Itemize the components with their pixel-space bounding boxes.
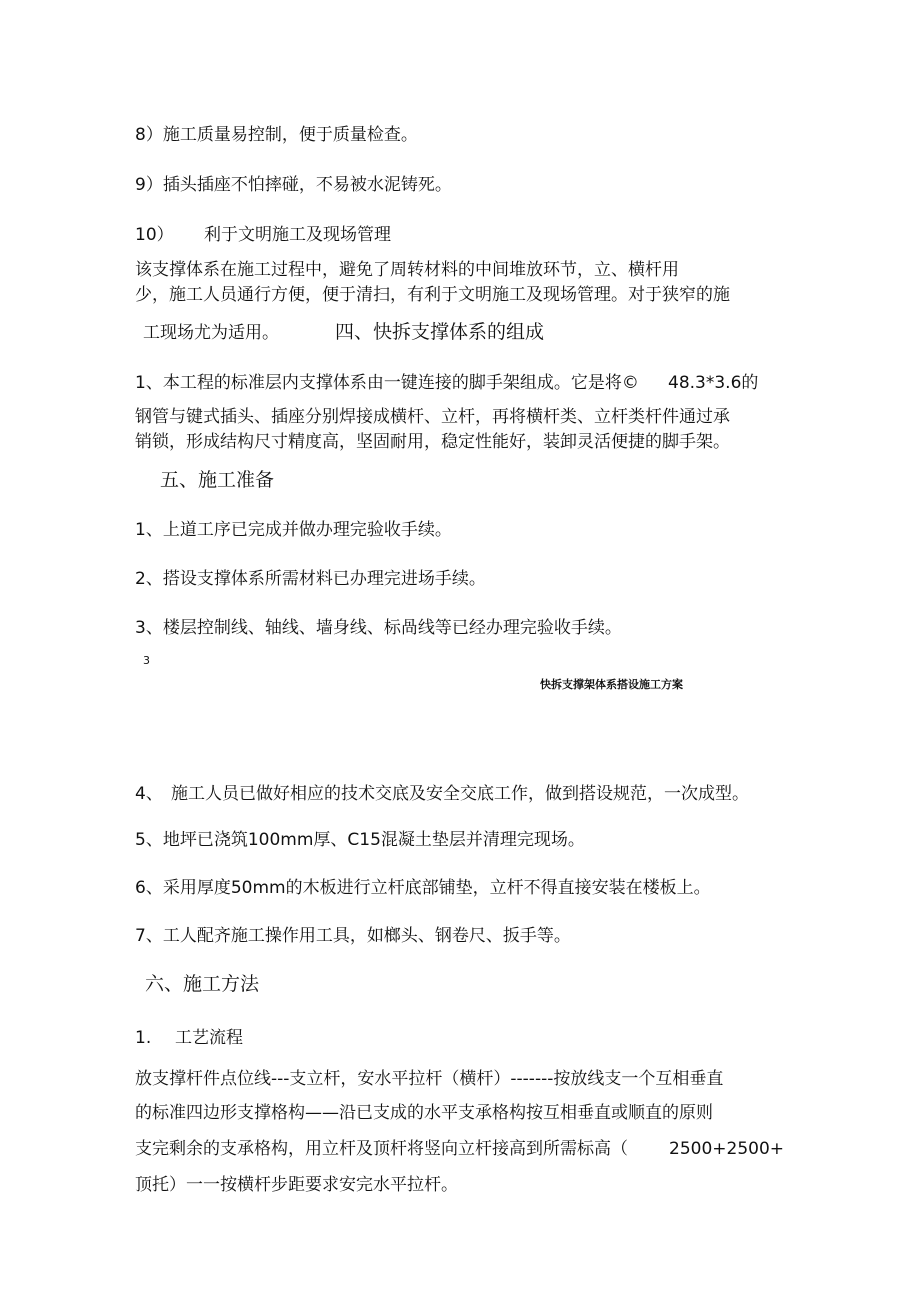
paragraph-line: 钢管与键式插头、插座分别焊接成横杆、立杆，再将横杆类、立杆类杆件通过承	[135, 407, 730, 427]
list-item-9: 9）插头插座不怕摔碰，不易被水泥铸死。	[135, 175, 452, 195]
list-item: 5、地坪已浇筑100mm厚、C15混凝土垫层并清理完现场。	[135, 830, 585, 850]
paragraph-line-part1: 支完剩余的支承格构，用立杆及顶杆将竖向立杆接高到所需标高（	[135, 1139, 628, 1159]
list-item-8: 8）施工质量易控制，便于质量检查。	[135, 125, 418, 145]
section-4-title: 四、快拆支撑体系的组成	[335, 321, 545, 343]
list-item: 7、工人配齐施工操作用工具，如榔头、钢卷尺、扳手等。	[135, 926, 571, 946]
section-6-title: 六、施工方法	[145, 973, 260, 995]
list-item: 6、采用厚度50mm的木板进行立杆底部铺垫，立杆不得直接安装在楼板上。	[135, 878, 711, 898]
subsection-number: 1.	[135, 1028, 152, 1048]
list-item: 1、上道工序已完成并做办理完验收手续。	[135, 520, 452, 540]
list-item-10-text: 利于文明施工及现场管理	[204, 225, 391, 245]
page-number: 3	[143, 654, 150, 667]
section-4-item-1-part1: 1、本工程的标准层内支撑体系由一键连接的脚手架组成。它是将©	[135, 373, 639, 393]
paragraph-line: 少，施工人员通行方便，便于清扫，有利于文明施工及现场管理。对于狭窄的施	[135, 285, 730, 305]
section-5-title: 五、施工准备	[160, 469, 275, 491]
paragraph-line: 放支撑杆件点位线---支立杆，安水平拉杆（横杆）-------按放线支一个互相垂直	[135, 1069, 724, 1089]
list-item: 3、楼层控制线、轴线、墙身线、标咼线等已经办理完验收手续。	[135, 618, 622, 638]
list-item-4-text: 施工人员已做好相应的技术交底及安全交底工作，做到搭设规范，一次成型。	[171, 784, 749, 804]
paragraph-line-end: 工现场尤为适用。	[143, 323, 279, 343]
paragraph-line: 的标准四边形支撑格构——沿已支成的水平支承格构按互相垂直或顺直的原则	[135, 1103, 713, 1123]
running-header: 快拆支撑架体系搭设施工方案	[540, 678, 683, 691]
list-item: 2、搭设支撑体系所需材料已办理完进场手续。	[135, 569, 486, 589]
subsection-title: 工艺流程	[175, 1028, 243, 1048]
section-4-item-1-part2: 48.3*3.6的	[668, 373, 759, 393]
paragraph-line: 该支撑体系在施工过程中，避免了周转材料的中间堆放环节，立、横杆用	[135, 260, 679, 280]
paragraph-line: 销锁，形成结构尺寸精度高，坚固耐用，稳定性能好，装卸灵活便捷的脚手架。	[135, 432, 730, 452]
paragraph-line-part2: 2500+2500+	[669, 1139, 785, 1159]
list-item-10-number: 10）	[135, 225, 174, 245]
list-item-4-number: 4、	[135, 784, 163, 804]
paragraph-line: 顶托）一一按横杆步距要求安完水平拉杆。	[135, 1175, 458, 1195]
